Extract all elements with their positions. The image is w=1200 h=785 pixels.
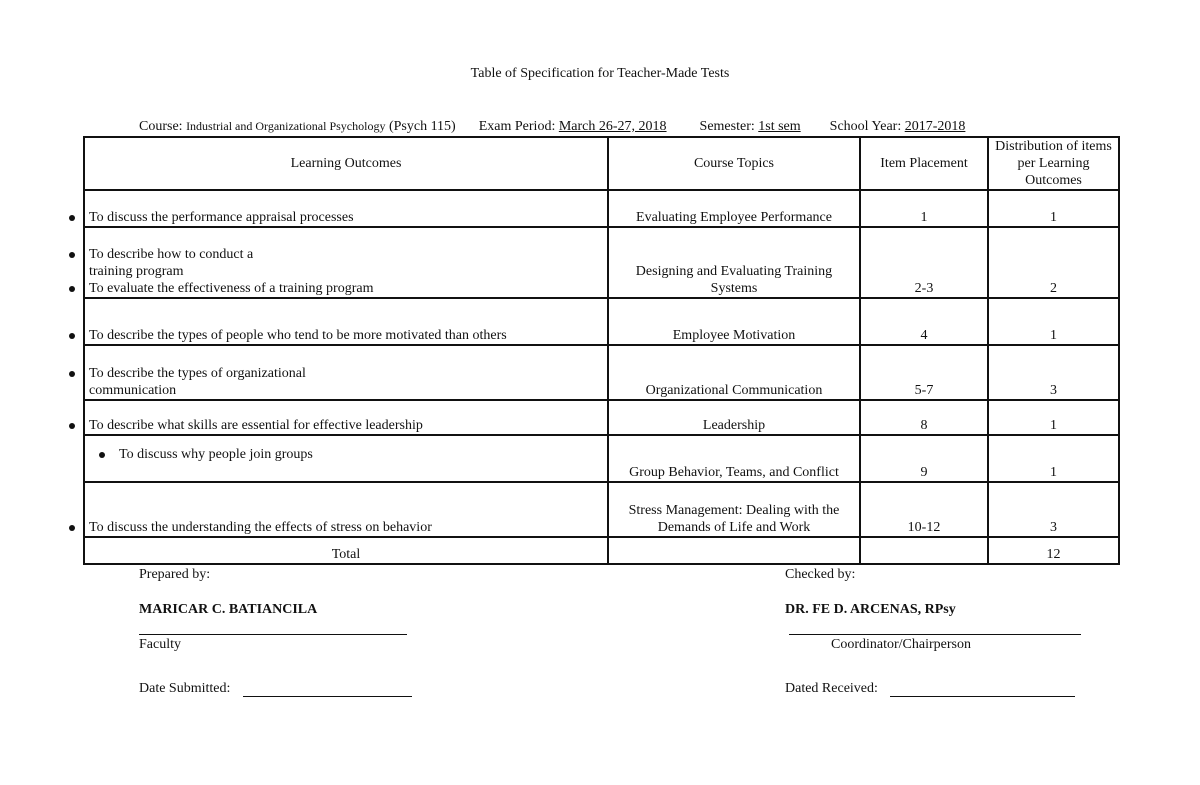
table-row — [84, 400, 1119, 435]
table-row — [84, 435, 1119, 482]
distribution-cell: 1 — [988, 298, 1119, 345]
course-info-line — [139, 119, 965, 135]
table-row — [84, 227, 1119, 298]
empty-cell — [608, 537, 860, 564]
table-row — [84, 482, 1119, 537]
learning-outcomes-cell — [84, 345, 608, 400]
course-name: Industrial and Organizational Psychology — [186, 119, 386, 133]
item-placement-cell: 10-12 — [860, 482, 988, 537]
distribution-cell: 2 — [988, 227, 1119, 298]
learning-outcomes-cell — [84, 482, 608, 537]
outcome-item: To describe how to conduct a training program — [89, 246, 279, 280]
distribution-cell: 1 — [988, 400, 1119, 435]
column-header: Item Placement — [860, 137, 988, 190]
item-placement-cell: 1 — [860, 190, 988, 227]
distribution-cell: 3 — [988, 345, 1119, 400]
semester-value: 1st sem — [758, 119, 801, 134]
total-value: 12 — [988, 537, 1119, 564]
course-topic-cell: Group Behavior, Teams, and Conflict — [608, 435, 860, 482]
distribution-cell: 1 — [988, 190, 1119, 227]
course-topic-cell: Evaluating Employee Performance — [608, 190, 860, 227]
outcome-item: To describe what skills are essential for effective leadership — [89, 417, 603, 434]
outcome-item: To discuss the understanding the effects of stress on behavior — [89, 519, 603, 536]
table-header-row — [84, 137, 1119, 190]
total-row — [84, 537, 1119, 564]
outcome-item: To discuss why people join groups — [119, 446, 603, 463]
checked-by-label: Checked by: — [785, 567, 856, 582]
outcome-item: To discuss the performance appraisal processes — [89, 209, 603, 226]
table-row — [84, 190, 1119, 227]
date-submitted-label: Date Submitted: — [139, 681, 231, 696]
date-submitted-line — [243, 696, 412, 697]
prepared-by-name: MARICAR C. BATIANCILA — [139, 602, 318, 617]
item-placement-cell: 8 — [860, 400, 988, 435]
distribution-cell: 1 — [988, 435, 1119, 482]
page-title: Table of Specification for Teacher-Made Tests — [470, 66, 730, 81]
checked-by-role: Coordinator/Chairperson — [831, 637, 971, 652]
school-year-label: School Year: — [829, 119, 902, 134]
course-code: (Psych 115) — [388, 119, 456, 134]
learning-outcomes-cell — [84, 298, 608, 345]
exam-period-label: Exam Period: — [478, 119, 556, 134]
course-topic-cell: Employee Motivation — [608, 298, 860, 345]
item-placement-cell: 9 — [860, 435, 988, 482]
column-header: Distribution of items per Learning Outcomes — [988, 137, 1119, 190]
learning-outcomes-cell — [84, 190, 608, 227]
date-received-label: Dated Received: — [785, 681, 878, 696]
signature-line — [789, 634, 1081, 635]
checked-by-name: DR. FE D. ARCENAS, RPsy — [785, 602, 956, 617]
learning-outcomes-cell — [84, 435, 608, 482]
prepared-by-label: Prepared by: — [139, 567, 211, 582]
prepared-by-role: Faculty — [139, 637, 181, 652]
learning-outcomes-cell — [84, 400, 608, 435]
learning-outcomes-cell — [84, 227, 608, 298]
column-header: Learning Outcomes — [84, 137, 608, 190]
date-received-line — [890, 696, 1075, 697]
course-topic-cell: Designing and Evaluating Training Systems — [608, 227, 860, 298]
course-topic-cell: Stress Management: Dealing with the Demands of Life and Work — [608, 482, 860, 537]
distribution-cell: 3 — [988, 482, 1119, 537]
item-placement-cell: 5-7 — [860, 345, 988, 400]
exam-period-value: March 26-27, 2018 — [558, 119, 667, 134]
specification-table — [83, 136, 1120, 565]
item-placement-cell: 4 — [860, 298, 988, 345]
outcome-item: To describe the types of organizational communication — [89, 365, 339, 399]
semester-label: Semester: — [699, 119, 755, 134]
total-label: Total — [84, 537, 608, 564]
table-row — [84, 298, 1119, 345]
course-topic-cell: Organizational Communication — [608, 345, 860, 400]
outcome-item: To describe the types of people who tend to be more motivated than others — [89, 327, 603, 344]
school-year-value: 2017-2018 — [904, 119, 966, 134]
item-placement-cell: 2-3 — [860, 227, 988, 298]
table-row — [84, 345, 1119, 400]
course-topic-cell: Leadership — [608, 400, 860, 435]
outcome-item: To evaluate the effectiveness of a training program — [89, 280, 603, 297]
column-header: Course Topics — [608, 137, 860, 190]
signature-line — [139, 634, 407, 635]
course-label: Course: — [139, 119, 183, 134]
empty-cell — [860, 537, 988, 564]
